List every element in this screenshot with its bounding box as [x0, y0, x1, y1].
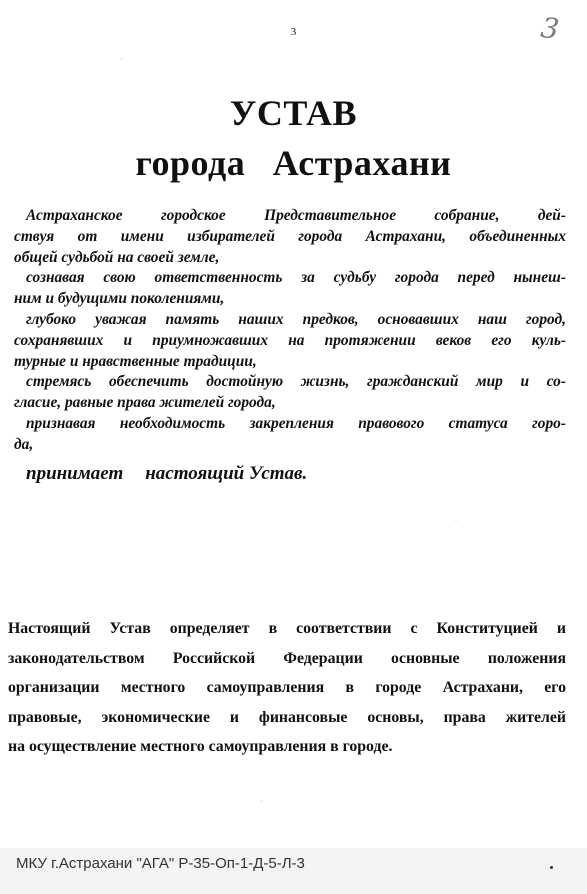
document-title: [0, 88, 587, 188]
preamble-line: общей судьбой на своей земле,: [14, 248, 220, 266]
preamble-line: сохранявших и приумножавших на протяжении веков его куль-: [14, 331, 566, 349]
preamble-line: стремясь обеспечить достойную жизнь, гражданский мир и со-: [26, 373, 566, 391]
preamble-line: Астраханское городское Представительное собрание, дей-: [26, 207, 566, 224]
scan-speck: [120, 58, 123, 60]
main-paragraph-line: правовые, экономические и финансовые основы, права жителей: [8, 708, 566, 726]
scan-speck: [260, 800, 263, 802]
title-line-2: города Астрахани: [135, 143, 452, 183]
handwritten-page-number: 3: [538, 10, 562, 47]
main-paragraph-line: Настоящий Устав определяет в соответствии с Конституцией и: [8, 620, 566, 637]
adoption-object: настоящий Устав.: [145, 462, 308, 484]
adoption-statement: [14, 462, 566, 486]
preamble-line: да,: [14, 435, 34, 453]
preamble-line: сознавая свою ответственность за судьбу города перед нынеш-: [26, 269, 566, 287]
preamble-line: гласие, равные права жителей города,: [14, 394, 276, 412]
main-paragraph-line: на осуществление местного самоуправления в городе.: [8, 738, 393, 755]
preamble-line: признавая необходимость закрепления правового статуса горо-: [26, 414, 566, 432]
preamble-line: ним и будущими поколениями,: [14, 290, 225, 308]
main-paragraph-line: законодательством Российской Федерации основные положения: [8, 649, 566, 667]
main-paragraph-line: организации местного самоуправления в городе Астрахани, его: [8, 679, 566, 696]
main-paragraph: [8, 614, 566, 762]
archive-reference: МКУ г.Астрахани "АГА" Р-35-Оп-1-Д-5-Л-3: [16, 855, 305, 872]
adoption-verb: принимает: [26, 462, 124, 484]
scan-speck: [455, 520, 457, 522]
preamble-line: турные и нравственные традиции,: [14, 352, 257, 370]
page-number: 3: [290, 26, 297, 38]
preamble: [14, 206, 566, 486]
preamble-line: глубоко уважая память наших предков, основавших наш город,: [26, 310, 566, 328]
footer-dot: [550, 866, 553, 869]
preamble-line: ствуя от имени избирателей города Астрахани, объединенных: [14, 227, 566, 245]
title-line-1: УСТАВ: [229, 93, 358, 133]
